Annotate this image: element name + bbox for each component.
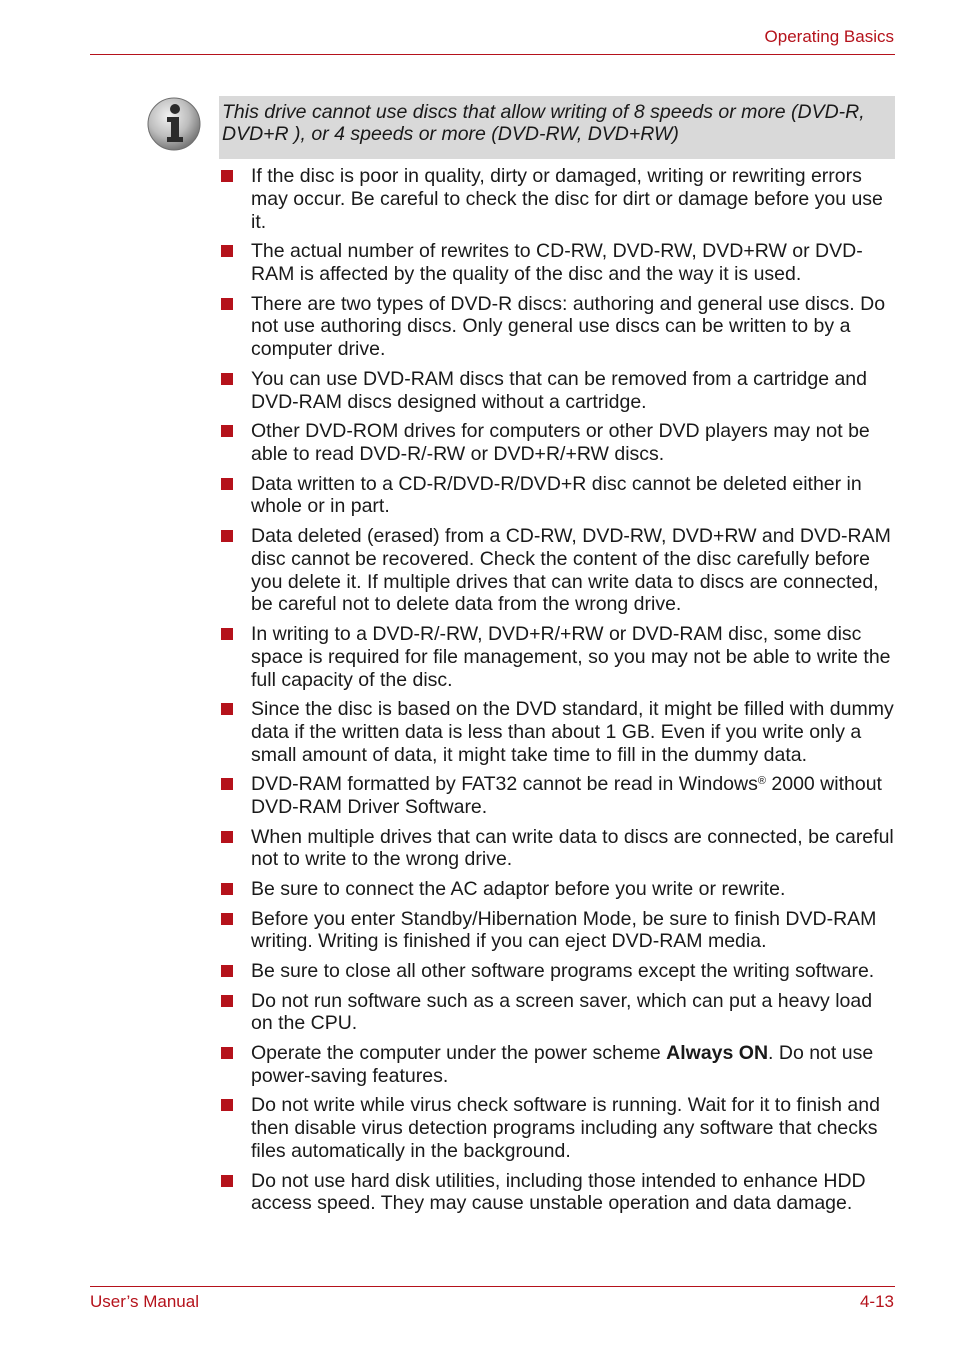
bullet-marker <box>221 831 233 843</box>
note-box <box>219 96 895 159</box>
info-icon <box>146 96 202 152</box>
list-item <box>219 878 895 901</box>
bullet-marker <box>221 883 233 895</box>
power-scheme-name: Always ON <box>666 1042 769 1065</box>
list-item-text: Since the disc is based on the DVD standard, it might be filled with dummy data if the written data is less than about 1 GB. Even if you write only a small amount of data, it might take time to fill in the dummy data. <box>251 698 894 766</box>
bullet-list <box>219 165 895 1222</box>
list-item-text: Before you enter Standby/Hibernation Mode, be sure to finish DVD-RAM writing. Writing is finished if you can eject DVD-RAM media. <box>251 907 877 953</box>
bullet-marker <box>221 628 233 640</box>
list-item <box>219 525 895 616</box>
list-item <box>219 165 895 233</box>
list-item-text: Other DVD-ROM drives for computers or other DVD players may not be able to read DVD-R/-RW or DVD+R/+RW discs. <box>251 420 870 465</box>
list-item-text: When multiple drives that can write data to discs are connected, be careful not to write to the wrong drive. <box>251 825 894 871</box>
list-item-text: Do not write while virus check software is running. Wait for it to finish and then disable virus detection programs including any software that checks files automatically in the background. <box>251 1094 880 1163</box>
list-item <box>219 908 895 954</box>
bullet-marker <box>221 170 233 182</box>
list-item-text: You can use DVD-RAM discs that can be removed from a cartridge and DVD-RAM discs designed without a cartridge. <box>251 367 867 413</box>
list-item <box>219 240 895 286</box>
bullet-marker <box>221 530 233 542</box>
bullet-marker <box>221 245 233 257</box>
list-item <box>219 990 895 1036</box>
bullet-marker <box>221 298 233 310</box>
running-header: Operating Basics <box>764 27 894 46</box>
bullet-marker <box>221 778 233 790</box>
list-item <box>219 473 895 519</box>
bullet-marker <box>221 1047 233 1059</box>
power-text-after: . Do not use power-saving features. <box>251 1042 874 1087</box>
list-item <box>219 773 895 819</box>
list-item-text: Do not run software such as a screen saver, which can put a heavy load on the CPU. <box>251 989 873 1035</box>
bullet-marker <box>221 703 233 715</box>
list-item-text: Data deleted (erased) from a CD-RW, DVD-RW, DVD+RW and DVD-RAM disc cannot be recovered. Check the content of the disc carefully before you delete it. If multiple drives that can write data to discs are connected, be careful not to delete data from the wrong drive. <box>251 524 891 616</box>
list-item-text: Be sure to close all other software programs except the writing software. <box>251 960 875 983</box>
list-item-text: If the disc is poor in quality, dirty or damaged, writing or rewriting errors may occur. Be careful to check the disc for dirt or damage before you use it. <box>251 165 883 233</box>
power-text-before: Operate the computer under the power scheme <box>251 1042 667 1065</box>
windows-text-after: 2000 without DVD-RAM Driver Software. <box>251 773 882 819</box>
bullet-marker <box>221 965 233 977</box>
list-item <box>219 1094 895 1162</box>
list-item-text <box>251 773 882 818</box>
list-item <box>219 420 895 466</box>
bullet-marker <box>221 425 233 437</box>
list-item <box>219 623 895 691</box>
header-rule <box>90 54 895 55</box>
list-item <box>219 960 895 983</box>
list-item-text <box>251 1042 873 1087</box>
windows-text-before: DVD-RAM formatted by FAT32 cannot be read in Windows <box>251 773 758 796</box>
bullet-marker <box>221 913 233 925</box>
list-item-text: Be sure to connect the AC adaptor before you write or rewrite. <box>251 878 786 901</box>
note-text: This drive cannot use discs that allow writing of 8 speeds or more (DVD-R, DVD+R ), or 4 speeds or more (DVD-RW, DVD+RW) <box>222 101 865 145</box>
list-item-text: The actual number of rewrites to CD-RW, DVD-RW, DVD+RW or DVD-RAM is affected by the quality of the disc and the way it is used. <box>251 240 863 285</box>
footer-rule <box>90 1286 895 1287</box>
bullet-marker <box>221 1175 233 1187</box>
list-item-text: Do not use hard disk utilities, including those intended to enhance HDD access speed. They may cause unstable operation and data damage. <box>251 1169 866 1215</box>
footer-manual-title: User’s Manual <box>90 1292 199 1311</box>
list-item <box>219 293 895 361</box>
list-item <box>219 826 895 872</box>
list-item <box>219 1042 895 1088</box>
bullet-marker <box>221 478 233 490</box>
list-item <box>219 1170 895 1216</box>
bullet-marker <box>221 995 233 1007</box>
list-item <box>219 698 895 766</box>
list-item <box>219 368 895 414</box>
registered-mark: ® <box>757 775 766 788</box>
list-item-text: There are two types of DVD-R discs: authoring and general use discs. Do not use authoring discs. Only general use discs can be written to by a computer drive. <box>251 292 886 361</box>
list-item-text: Data written to a CD-R/DVD-R/DVD+R disc cannot be deleted either in whole or in part. <box>251 472 862 518</box>
bullet-marker <box>221 1099 233 1111</box>
page-number: 4-13 <box>859 1292 894 1311</box>
list-item-text: In writing to a DVD-R/-RW, DVD+R/+RW or DVD-RAM disc, some disc space is required for file management, so you may not be able to write the full capacity of the disc. <box>251 622 891 691</box>
bullet-marker <box>221 373 233 385</box>
